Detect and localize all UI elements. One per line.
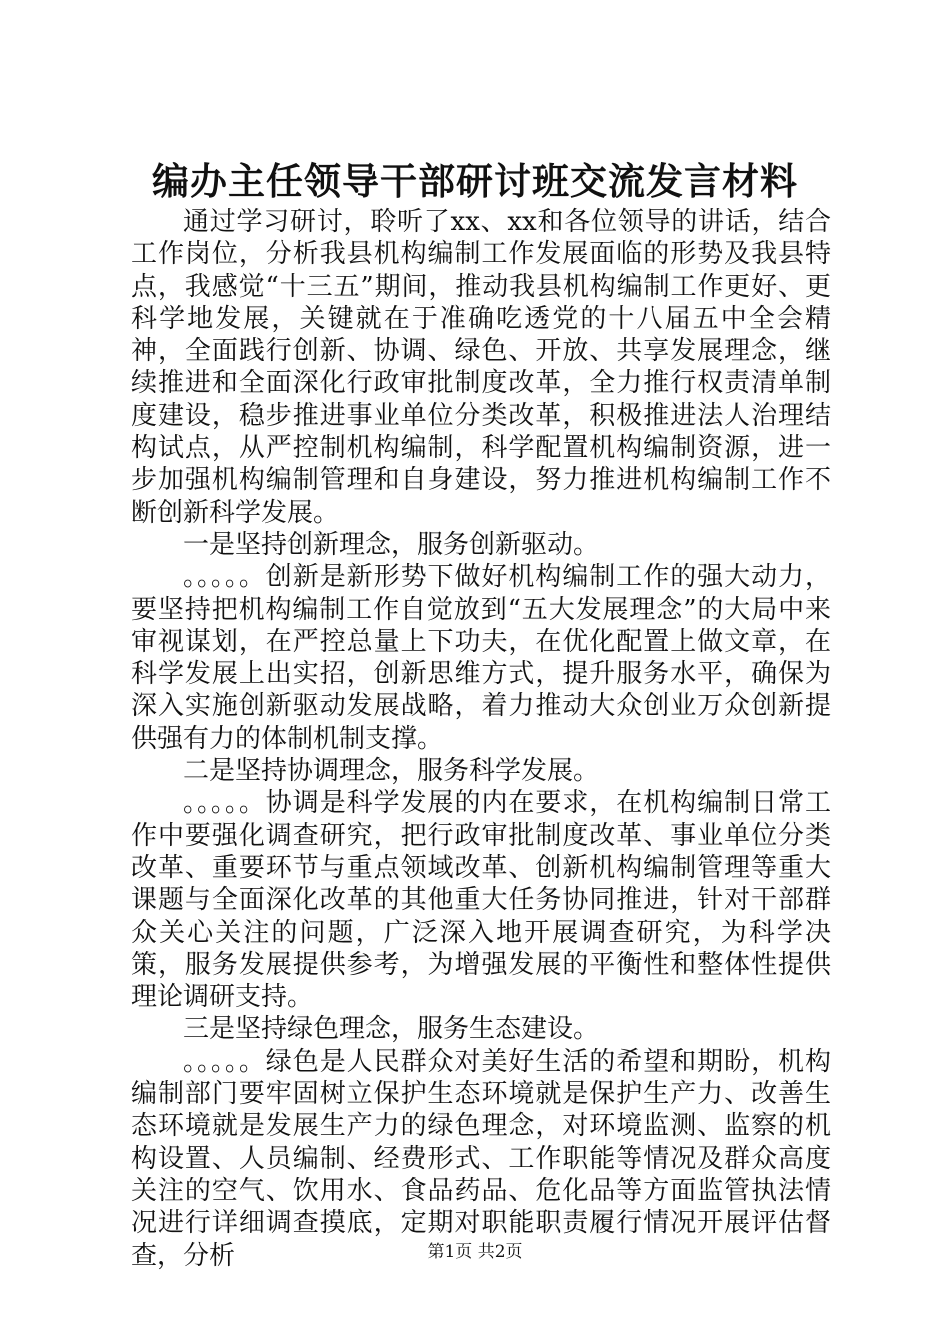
document-body <box>131 206 831 1272</box>
section-heading-innovation: 一是坚持创新理念，服务创新驱动。 <box>183 529 600 560</box>
section-heading-green: 三是坚持绿色理念，服务生态建设。 <box>183 1014 600 1045</box>
paragraph-intro: 通过学习研讨，聆听了xx、xx和各位领导的讲话，结合工作岗位，分析我县机构编制工作发展面临的形势及我县特点，我感觉“十三五”期间，推动我县机构编制工作更好、更科学地发展，关键就在于准确吃透党的十八届五中全会精神，全面践行创新、协调、绿色、开放、共享发展理念，继续推进和全面深化行政审批制度改革，全力推行权责清单制度建设，稳步推进事业单位分类改革，积极推进法人治理结构试点，从严控制机构编制，科学配置机构编制资源，进一步加强机构编制管理和自身建设，努力推进机构编制工作不断创新科学发展。 <box>131 207 831 528</box>
paragraph-green: 。。。。。绿色是人民群众对美好生活的希望和期盼，机构编制部门要牢固树立保护生态环境就是保护生产力、改善生态环境就是发展生产力的绿色理念，对环境监测、监察的机构设置、人员编制、经费形式、工作职能等情况及群众高度关注的空气、饮用水、食品药品、危化品等方面监管执法情况进行详细调查摸底，定期对职能职责履行情况开展评估督查，分析 <box>131 1046 831 1271</box>
section-heading-coordination: 二是坚持协调理念，服务科学发展。 <box>183 756 600 787</box>
paragraph-innovation: 。。。。。创新是新形势下做好机构编制工作的强大动力，要坚持把机构编制工作自觉放到“五大发展理念”的大局中来审视谋划，在严控总量上下功夫，在优化配置上做文章，在科学发展上出实招，创新思维方式，提升服务水平，确保为深入实施创新驱动发展战略，着力推动大众创业万众创新提供强有力的体制机制支撑。 <box>131 562 831 754</box>
document-title: 编办主任领导干部研讨班交流发言材料 <box>152 159 798 203</box>
paragraph-coordination: 。。。。。协调是科学发展的内在要求，在机构编制日常工作中要强化调查研究，把行政审批制度改革、事业单位分类改革、重要环节与重点领域改革、创新机构编制管理等重大课题与全面深化改革的其他重大任务协同推进，针对干部群众关心关注的问题，广泛深入地开展调查研究，为科学决策，服务发展提供参考，为增强发展的平衡性和整体性提供理论调研支持。 <box>131 788 831 1013</box>
page-number-footer: 第1页 共2页 <box>427 1242 523 1262</box>
